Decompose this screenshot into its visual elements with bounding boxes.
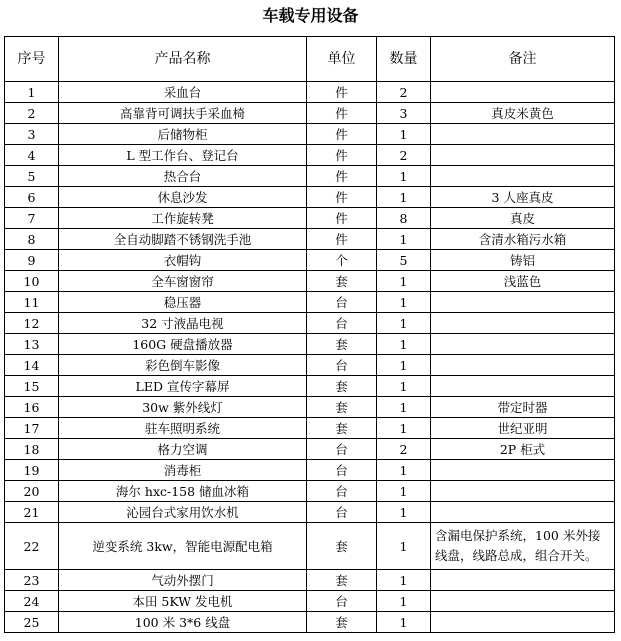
- table-row: [5, 292, 615, 313]
- cell-qty: 1: [377, 523, 431, 570]
- header-no: 序号: [5, 37, 59, 82]
- cell-unit: 台: [307, 313, 377, 334]
- cell-qty: 2: [377, 439, 431, 460]
- cell-no: 17: [5, 418, 59, 439]
- cell-name: 100 米 3*6 线盘: [59, 612, 307, 633]
- cell-name: L 型工作台、登记台: [59, 145, 307, 166]
- cell-qty: 1: [377, 570, 431, 591]
- cell-name: 气动外摆门: [59, 570, 307, 591]
- cell-no: 21: [5, 502, 59, 523]
- table-row: [5, 570, 615, 591]
- table-row: [5, 145, 615, 166]
- cell-qty: 1: [377, 229, 431, 250]
- cell-unit: 台: [307, 439, 377, 460]
- cell-qty: 5: [377, 250, 431, 271]
- cell-remark: [431, 502, 615, 523]
- cell-remark: [431, 481, 615, 502]
- cell-no: 20: [5, 481, 59, 502]
- cell-unit: 件: [307, 82, 377, 103]
- cell-qty: 8: [377, 208, 431, 229]
- cell-name: 格力空调: [59, 439, 307, 460]
- cell-name: 后储物柜: [59, 124, 307, 145]
- table-row: [5, 187, 615, 208]
- table-row: [5, 166, 615, 187]
- cell-name: 衣帽钩: [59, 250, 307, 271]
- table-row: [5, 591, 615, 612]
- cell-qty: 1: [377, 591, 431, 612]
- cell-remark: 含漏电保护系统，100 米外接线盘，线路总成，组合开关。: [431, 523, 615, 570]
- cell-no: 12: [5, 313, 59, 334]
- cell-no: 7: [5, 208, 59, 229]
- header-name: 产品名称: [59, 37, 307, 82]
- cell-qty: 1: [377, 124, 431, 145]
- cell-qty: 1: [377, 460, 431, 481]
- cell-no: 9: [5, 250, 59, 271]
- cell-qty: 1: [377, 271, 431, 292]
- cell-qty: 1: [377, 355, 431, 376]
- cell-no: 24: [5, 591, 59, 612]
- table-row: [5, 376, 615, 397]
- cell-unit: 台: [307, 481, 377, 502]
- cell-name: 逆变系统 3kw，智能电源配电箱: [59, 523, 307, 570]
- cell-qty: 1: [377, 418, 431, 439]
- cell-unit: 个: [307, 250, 377, 271]
- table-row: [5, 103, 615, 124]
- cell-qty: 1: [377, 292, 431, 313]
- cell-qty: 1: [377, 612, 431, 633]
- cell-remark: [431, 612, 615, 633]
- cell-qty: 2: [377, 82, 431, 103]
- cell-remark: [431, 355, 615, 376]
- cell-no: 19: [5, 460, 59, 481]
- cell-name: 热合台: [59, 166, 307, 187]
- cell-name: 海尔 hxc-158 储血冰箱: [59, 481, 307, 502]
- cell-unit: 台: [307, 460, 377, 481]
- table-row: [5, 271, 615, 292]
- table-header-row: [5, 37, 615, 82]
- table-row: [5, 355, 615, 376]
- cell-name: 高靠背可调扶手采血椅: [59, 103, 307, 124]
- table-body: [5, 82, 615, 633]
- cell-remark: 带定时器: [431, 397, 615, 418]
- cell-unit: 套: [307, 570, 377, 591]
- cell-remark: 真皮米黄色: [431, 103, 615, 124]
- table-row: [5, 460, 615, 481]
- cell-unit: 台: [307, 292, 377, 313]
- cell-unit: 套: [307, 418, 377, 439]
- cell-unit: 套: [307, 612, 377, 633]
- cell-name: 驻车照明系统: [59, 418, 307, 439]
- cell-name: 32 寸液晶电视: [59, 313, 307, 334]
- table-row: [5, 523, 615, 570]
- cell-unit: 件: [307, 187, 377, 208]
- cell-no: 2: [5, 103, 59, 124]
- cell-remark: [431, 570, 615, 591]
- table-row: [5, 313, 615, 334]
- cell-remark: [431, 124, 615, 145]
- cell-unit: 台: [307, 502, 377, 523]
- cell-no: 13: [5, 334, 59, 355]
- table-row: [5, 481, 615, 502]
- cell-remark: [431, 82, 615, 103]
- cell-name: 工作旋转凳: [59, 208, 307, 229]
- cell-remark: 浅蓝色: [431, 271, 615, 292]
- cell-no: 14: [5, 355, 59, 376]
- cell-qty: 1: [377, 187, 431, 208]
- cell-remark: 含清水箱污水箱: [431, 229, 615, 250]
- cell-qty: 1: [377, 376, 431, 397]
- cell-no: 16: [5, 397, 59, 418]
- cell-remark: 铸铝: [431, 250, 615, 271]
- cell-name: 30w 紫外线灯: [59, 397, 307, 418]
- header-qty: 数量: [377, 37, 431, 82]
- cell-remark: [431, 313, 615, 334]
- cell-no: 15: [5, 376, 59, 397]
- cell-no: 25: [5, 612, 59, 633]
- cell-unit: 件: [307, 103, 377, 124]
- cell-remark: [431, 376, 615, 397]
- cell-remark: 2P 柜式: [431, 439, 615, 460]
- cell-no: 4: [5, 145, 59, 166]
- table-row: [5, 82, 615, 103]
- cell-no: 6: [5, 187, 59, 208]
- cell-unit: 台: [307, 591, 377, 612]
- cell-no: 22: [5, 523, 59, 570]
- cell-name: 稳压器: [59, 292, 307, 313]
- table-row: [5, 418, 615, 439]
- cell-qty: 1: [377, 166, 431, 187]
- cell-remark: [431, 292, 615, 313]
- cell-name: 本田 5KW 发电机: [59, 591, 307, 612]
- cell-remark: 真皮: [431, 208, 615, 229]
- table-row: [5, 612, 615, 633]
- cell-unit: 件: [307, 145, 377, 166]
- cell-name: 沁园台式家用饮水机: [59, 502, 307, 523]
- cell-name: 全车窗窗帘: [59, 271, 307, 292]
- cell-unit: 套: [307, 334, 377, 355]
- cell-name: 彩色倒车影像: [59, 355, 307, 376]
- cell-unit: 台: [307, 355, 377, 376]
- cell-name: 160G 硬盘播放器: [59, 334, 307, 355]
- cell-name: 消毒柜: [59, 460, 307, 481]
- cell-qty: 3: [377, 103, 431, 124]
- table-row: [5, 250, 615, 271]
- equipment-table: [4, 36, 615, 633]
- header-unit: 单位: [307, 37, 377, 82]
- table-row: [5, 124, 615, 145]
- cell-unit: 件: [307, 166, 377, 187]
- cell-qty: 1: [377, 502, 431, 523]
- table-row: [5, 439, 615, 460]
- cell-qty: 1: [377, 334, 431, 355]
- cell-unit: 套: [307, 523, 377, 570]
- table-row: [5, 397, 615, 418]
- cell-qty: 1: [377, 481, 431, 502]
- cell-no: 18: [5, 439, 59, 460]
- cell-remark: [431, 460, 615, 481]
- cell-no: 23: [5, 570, 59, 591]
- cell-name: 全自动脚踏不锈钢洗手池: [59, 229, 307, 250]
- cell-remark: [431, 591, 615, 612]
- cell-no: 1: [5, 82, 59, 103]
- table-row: [5, 334, 615, 355]
- cell-no: 3: [5, 124, 59, 145]
- cell-name: LED 宣传字幕屏: [59, 376, 307, 397]
- table-row: [5, 208, 615, 229]
- cell-unit: 套: [307, 376, 377, 397]
- cell-no: 5: [5, 166, 59, 187]
- cell-no: 10: [5, 271, 59, 292]
- cell-remark: [431, 145, 615, 166]
- cell-name: 休息沙发: [59, 187, 307, 208]
- cell-qty: 2: [377, 145, 431, 166]
- cell-no: 8: [5, 229, 59, 250]
- cell-qty: 1: [377, 397, 431, 418]
- cell-name: 采血台: [59, 82, 307, 103]
- cell-no: 11: [5, 292, 59, 313]
- cell-remark: 世纪亚明: [431, 418, 615, 439]
- cell-unit: 套: [307, 397, 377, 418]
- cell-unit: 件: [307, 124, 377, 145]
- header-remark: 备注: [431, 37, 615, 82]
- table-row: [5, 229, 615, 250]
- cell-unit: 件: [307, 208, 377, 229]
- cell-qty: 1: [377, 313, 431, 334]
- document-title: 车载专用设备: [262, 6, 359, 25]
- cell-remark: [431, 166, 615, 187]
- cell-remark: [431, 334, 615, 355]
- cell-unit: 件: [307, 229, 377, 250]
- cell-unit: 套: [307, 271, 377, 292]
- table-row: [5, 502, 615, 523]
- cell-remark: 3 人座真皮: [431, 187, 615, 208]
